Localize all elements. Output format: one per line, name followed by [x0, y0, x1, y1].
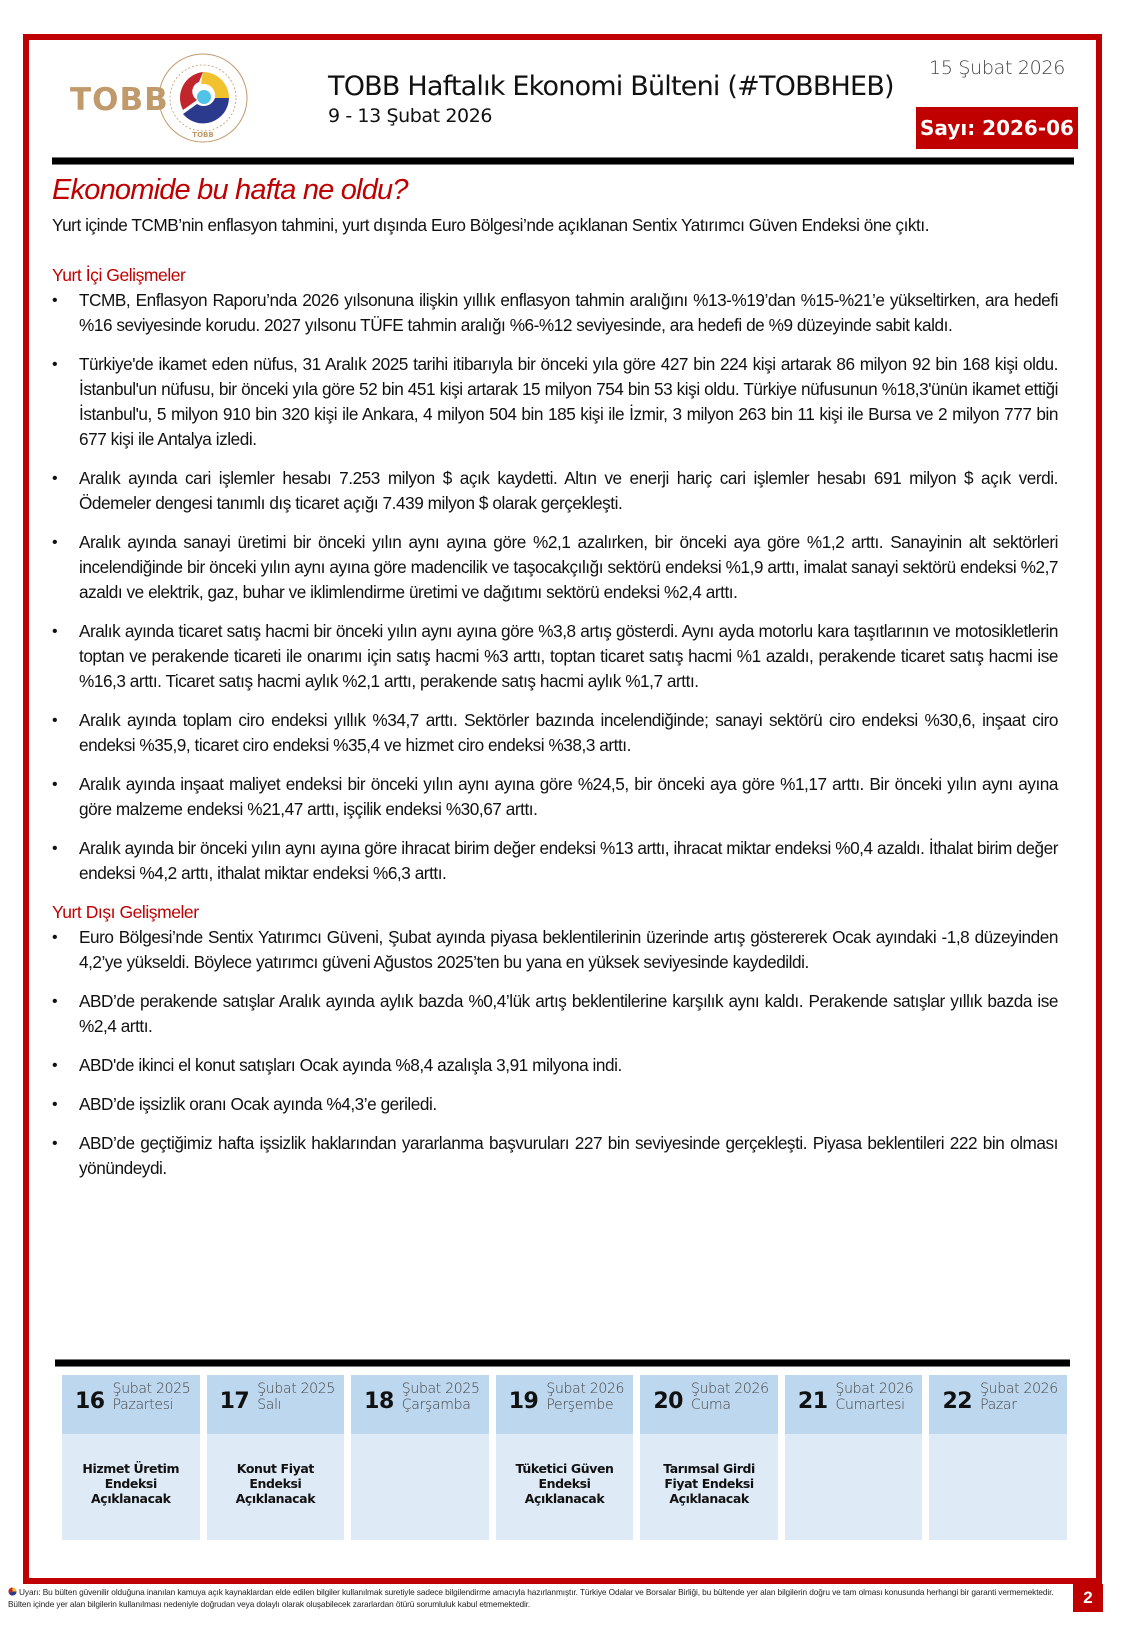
intro-paragraph: Yurt içinde TCMB’nin enflasyon tahmini, yurt dışında Euro Bölgesi’nde açıklanan Sentix Yatırımcı Güven Endeksi öne çıktı.: [52, 215, 930, 235]
list-item: • ABD’de geçtiğimiz hafta işsizlik haklarından yararlanma başvuruları 227 bin seviyesinde gerçekleşti. Piyasa beklentileri 222 bin olması yönündeydi.: [52, 1131, 1058, 1181]
week-range: 9 - 13 Şubat 2026: [328, 105, 493, 127]
list-item: • Aralık ayında toplam ciro endeksi yıllık %34,7 arttı. Sektörler bazında incelendiğinde; sanayi sektörü ciro endeksi %30,6, inşaat ciro endeksi %35,9, ticaret ciro endeksi %35,4 ve hizmet ciro endeksi %38,3 arttı.: [52, 708, 1058, 758]
section-title-domestic: Yurt İçi Gelişmeler: [52, 265, 186, 285]
list-item: • Euro Bölgesi’nde Sentix Yatırımcı Güveni, Şubat ayında piyasa beklentilerinin üzerinde artış göstererek Ocak ayındaki -1,8 düzeyinden 4,2’ye yükseldi. Böylece yatırımcı güveni Ağustos 2025’ten bu yana en yüksek seviyesinde kaydedildi.: [52, 925, 1058, 975]
calendar-day-header: [640, 1375, 778, 1434]
foreign-list: [52, 925, 1058, 1181]
list-item: • TCMB, Enflasyon Raporu’nda 2026 yılsonuna ilişkin yıllık enflasyon tahmin aralığını %13-%19’dan %15-%21’e yükseltirken, ara hedefi %16 seviyesinde korudu. 2027 yılsonu TÜFE tahmin aralığı %6-%12 seviyesinde, ara hedefi de %9 düzeyinde sabit kaldı.: [52, 288, 1058, 338]
issue-badge: Sayı: 2026-06: [916, 107, 1078, 149]
calendar-event: Tüketici Güven Endeksi Açıklanacak: [515, 1460, 614, 1506]
page-headline: Ekonomide bu hafta ne oldu?: [52, 174, 408, 206]
day-weekday: Cuma: [690, 1397, 731, 1413]
list-item: • Aralık ayında inşaat maliyet endeksi bir önceki yılın aynı ayına göre %24,5, bir önceki aya göre %1,17 arttı. Bir önceki yılın aynı ayına göre malzeme endeksi %21,47 arttı, işçilik endeksi %30,67 arttı.: [52, 772, 1058, 822]
weekly-calendar: [62, 1375, 1067, 1540]
day-weekday: Perşembe: [546, 1397, 614, 1413]
day-number: 16: [75, 1389, 105, 1414]
calendar-day: [496, 1375, 634, 1540]
day-month: Şubat 2026: [980, 1381, 1058, 1397]
calendar-day: [62, 1375, 200, 1540]
day-number: 19: [508, 1389, 539, 1414]
list-item: • ABD'de ikinci el konut satışları Ocak ayında %8,4 azalışla 3,91 milyona indi.: [52, 1053, 1058, 1078]
day-number: 17: [219, 1389, 250, 1414]
calendar-event: Konut Fiyat Endeksi Açıklanacak: [235, 1460, 316, 1506]
day-number: 22: [942, 1389, 973, 1414]
calendar-day-header: [929, 1375, 1067, 1434]
day-number: 20: [653, 1389, 683, 1414]
calendar-day: [785, 1375, 923, 1540]
calendar-day-header: [496, 1375, 634, 1434]
day-weekday: Pazartesi: [112, 1397, 174, 1413]
calendar-day-header: [207, 1375, 345, 1434]
day-month: Şubat 2025: [257, 1381, 335, 1397]
list-item: • Türkiye'de ikamet eden nüfus, 31 Aralık 2025 tarihi itibarıyla bir önceki yıla göre 427 bin 224 kişi artarak 86 milyon 92 bin 168 kişi oldu. İstanbul'un nüfusu, bir önceki yıla göre 52 bin 451 kişi artarak 15 milyon 754 bin 53 kişi oldu. Türkiye nüfusunun %18,3'ünün ikamet ettiği İstanbul'u, 5 milyon 910 bin 320 kişi ile Ankara, 4 milyon 504 bin 185 kişi ile İzmir, 3 milyon 263 bin 11 kişi ile Bursa ve 2 milyon 777 bin 677 kişi ile Antalya izledi.: [52, 352, 1058, 452]
list-item: • Aralık ayında cari işlemler hesabı 7.253 milyon $ açık kaydetti. Altın ve enerji hariç cari işlemler hesabı 691 milyon $ açık verdi. Ödemeler dengesi tanımlı dış ticaret açığı 7.439 milyon $ olarak gerçekleşti.: [52, 466, 1058, 516]
day-month: Şubat 2026: [835, 1381, 914, 1397]
calendar-divider: [55, 1359, 1070, 1367]
calendar-day: [351, 1375, 489, 1540]
day-number: 18: [364, 1389, 394, 1414]
section-title-foreign: Yurt Dışı Gelişmeler: [52, 902, 199, 922]
seal-label: TOBB: [192, 131, 214, 139]
list-item: • ABD’de işsizlik oranı Ocak ayında %4,3’e geriledi.: [52, 1092, 1058, 1117]
disclaimer-text: Uyarı: Bu bülten güvenilir olduğuna inanılan kamuya açık kaynaklardan elde edilen bilgiler kullanılmak suretiyle sadece bilgilendirme amacıyla hazırlanmıştır. Türkiye Odalar ve Borsalar Birliği, bu bültende yer alan bilgilerin doğru ve tam olması konusunda herhangi bir garanti vermemektedir. Bülten içinde yer alan bilgilerin kullanılması nedeniyle doğrudan veya dolaylı olarak oluşabilecek zararlardan ötürü sorumluluk kabul etmemektedir.: [8, 1587, 1054, 1609]
bulletin-title: TOBB Haftalık Ekonomi Bülteni (#TOBBHEB): [328, 71, 894, 102]
day-weekday: Cumartesi: [835, 1397, 905, 1413]
tobb-mini-logo-icon: [8, 1587, 17, 1596]
day-month: Şubat 2026: [546, 1381, 625, 1397]
day-number: 21: [797, 1389, 828, 1414]
bulletin-content: [52, 170, 1058, 1195]
disclaimer: [8, 1586, 1058, 1610]
list-item: • ABD’de perakende satışlar Aralık ayında aylık bazda %0,4’lük artış beklentilerine karşılık aynı kaldı. Perakende satışlar yıllık bazda ise %2,4 arttı.: [52, 989, 1058, 1039]
calendar-event: Hizmet Üretim Endeksi Açıklanacak: [82, 1460, 180, 1506]
calendar-day: [640, 1375, 778, 1540]
list-item: • Aralık ayında sanayi üretimi bir önceki yılın aynı ayına göre %2,1 azalırken, bir önceki aya göre %1,2 arttı. Sanayinin alt sektörleri incelendiğinde bir önceki yılın aynı ayına göre madencilik ve taşocakçılığı sektörü endeksi %1,9 arttı, imalat sanayi sektörü endeksi %2,7 azaldı ve elektrik, gaz, buhar ve iklimlendirme üretimi ve dağıtımı sektörü endeksi %2,4 arttı.: [52, 530, 1058, 605]
day-month: Şubat 2025: [112, 1381, 191, 1397]
calendar-day-header: [785, 1375, 923, 1434]
tobb-logo-text: TOBB: [70, 82, 169, 118]
day-weekday: Çarşamba: [401, 1397, 471, 1413]
tobb-seal-icon: [157, 52, 249, 144]
list-item: • Aralık ayında ticaret satış hacmi bir önceki yılın aynı ayına göre %3,8 artış gösterdi. Aynı ayda motorlu kara taşıtlarının ve motosikletlerin toptan ve perakende ticareti ile onarımı için satış hacmi %3 arttı, toptan ticaret satış hacmi %1 azaldı, perakende ticaret satış hacmi ise %16,3 arttı. Ticaret satış hacmi aylık %2,1 arttı, perakende satış hacmi aylık %1,7 arttı.: [52, 619, 1058, 694]
day-weekday: Salı: [257, 1397, 282, 1413]
day-month: Şubat 2025: [401, 1381, 480, 1397]
page-number: 2: [1073, 1584, 1103, 1612]
publication-date: 15 Şubat 2026: [929, 57, 1065, 79]
header-divider: [52, 157, 1074, 165]
domestic-list: [52, 288, 1058, 886]
calendar-day-header: [62, 1375, 200, 1434]
list-item: • Aralık ayında bir önceki yılın aynı ayına göre ihracat birim değer endeksi %13 arttı, ihracat miktar endeksi %0,4 azaldı. İthalat birim değer endeksi %4,2 arttı, ithalat miktar endeksi %6,3 arttı.: [52, 836, 1058, 886]
calendar-day: [207, 1375, 345, 1540]
calendar-day-header: [351, 1375, 489, 1434]
day-weekday: Pazar: [980, 1397, 1017, 1413]
calendar-day: [929, 1375, 1067, 1540]
day-month: Şubat 2026: [690, 1381, 769, 1397]
calendar-event: Tarımsal Girdi Fiyat Endeksi Açıklanacak: [663, 1460, 755, 1506]
